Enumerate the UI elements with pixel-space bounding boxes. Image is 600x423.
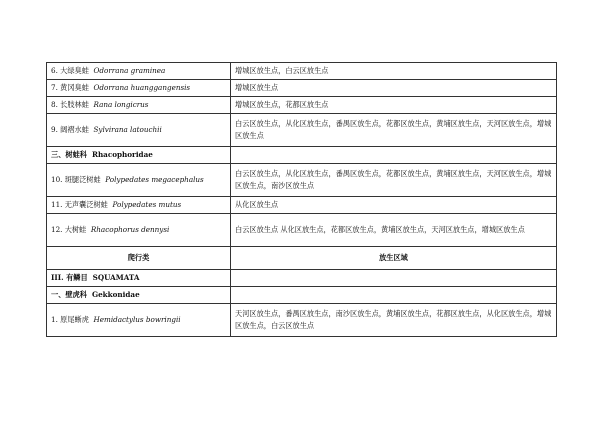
family-row	[47, 287, 557, 304]
release-cell: 白云区放生点，从化区放生点，番禺区放生点，花都区放生点，黄埔区放生点，天河区放生点，增城区放生点，南沙区放生点	[231, 164, 557, 197]
table-row	[47, 114, 557, 147]
release-area-header: 放生区域	[231, 247, 557, 270]
species-cell: 11. 无声囊泛树蛙 Polypedates mutus	[47, 197, 231, 214]
release-cell	[231, 287, 557, 304]
release-table	[46, 62, 557, 337]
release-cell: 从化区放生点	[231, 197, 557, 214]
species-cell: 8. 长肢林蛙 Rana longicrus	[47, 97, 231, 114]
table-row	[47, 97, 557, 114]
species-cell: 12. 大树蛙 Rhacophorus dennysi	[47, 214, 231, 247]
release-cell: 白云区放生点 从化区放生点，花都区放生点，黄埔区放生点，天河区放生点，增城区放生点	[231, 214, 557, 247]
family-cell: 一、壁虎科 Gekkonidae	[47, 287, 231, 304]
table-row	[47, 80, 557, 97]
table-row	[47, 304, 557, 337]
table-row	[47, 63, 557, 80]
release-cell: 天河区放生点，番禺区放生点，南沙区放生点，黄埔区放生点，花都区放生点，从化区放生点，增城区放生点，白云区放生点	[231, 304, 557, 337]
species-cell: 1. 原尾蜥虎 Hemidactylus bowringii	[47, 304, 231, 337]
release-cell	[231, 147, 557, 164]
section-header-row	[47, 247, 557, 270]
family-row	[47, 147, 557, 164]
table-row	[47, 214, 557, 247]
release-cell: 增城区放生点，花都区放生点	[231, 97, 557, 114]
species-cell: 7. 黄冈臭蛙 Odorrana huanggangensis	[47, 80, 231, 97]
species-cell: 6. 大绿臭蛙 Odorrana graminea	[47, 63, 231, 80]
species-cell: 10. 斑腿泛树蛙 Polypedates megacephalus	[47, 164, 231, 197]
table-row	[47, 197, 557, 214]
table-row	[47, 164, 557, 197]
order-cell: III. 有鳞目 SQUAMATA	[47, 270, 231, 287]
release-cell: 白云区放生点，从化区放生点，番禺区放生点，花都区放生点，黄埔区放生点，天河区放生点，增城区放生点	[231, 114, 557, 147]
order-row	[47, 270, 557, 287]
release-cell: 增城区放生点	[231, 80, 557, 97]
release-cell	[231, 270, 557, 287]
reptile-header: 爬行类	[47, 247, 231, 270]
release-cell: 增城区放生点，白云区放生点	[231, 63, 557, 80]
species-cell: 9. 阔褶水蛙 Sylvirana latouchii	[47, 114, 231, 147]
family-cell: 三、树蛙科 Rhacophoridae	[47, 147, 231, 164]
